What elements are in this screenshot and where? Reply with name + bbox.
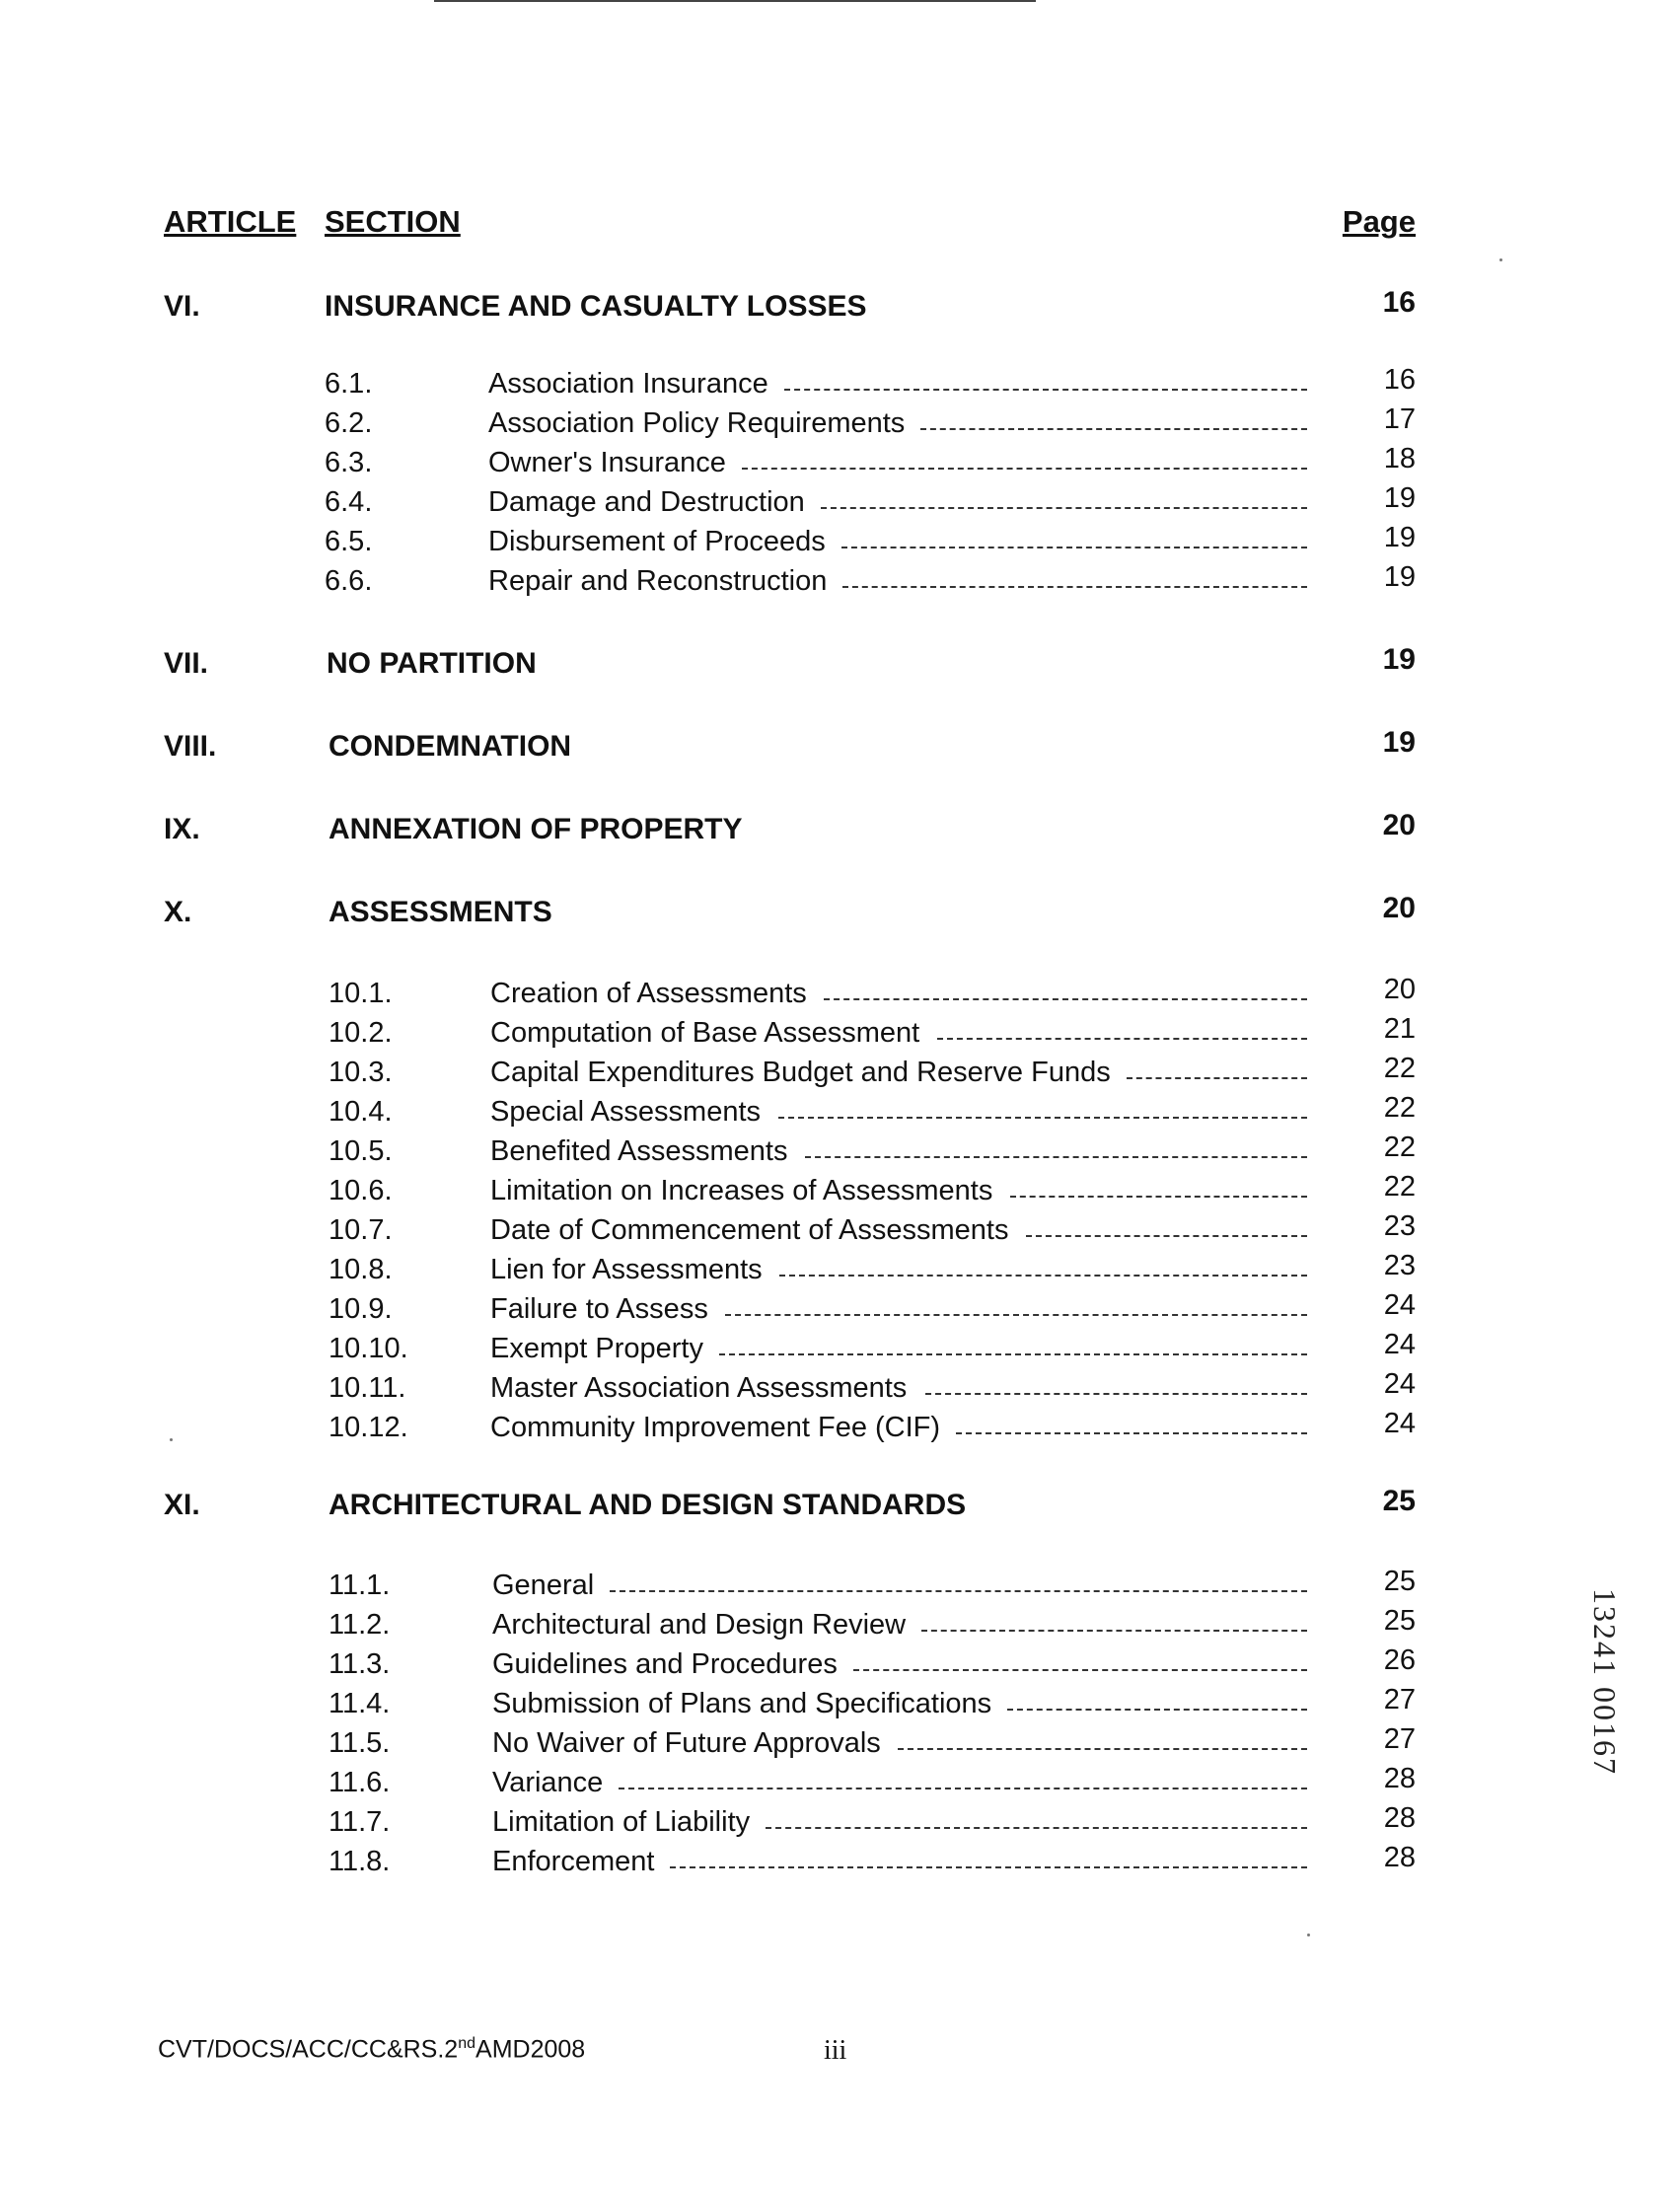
section-number: 10.5. [329,1135,393,1167]
section-page: 22 [1383,1092,1416,1124]
section-number: 10.10. [329,1333,408,1364]
section-title: Computation of Base Assessment [490,1017,920,1049]
dot-leader [766,1827,1307,1829]
dot-leader [1026,1235,1307,1237]
section-page: 22 [1383,1132,1416,1163]
document-stamp: 13241 00167 [1587,1588,1623,1776]
section-title: General [492,1570,595,1601]
section-number: 6.4. [325,486,373,518]
section-number: 6.3. [325,447,373,478]
section-number: 11.6. [329,1767,391,1798]
footer-doc-code [158,2035,585,2064]
section-page: 27 [1383,1684,1416,1716]
section-number: 11.1. [329,1570,391,1601]
speck [1499,258,1502,261]
dot-leader [1007,1709,1307,1711]
section-page: 23 [1383,1250,1416,1281]
article-page: 20 [1382,892,1416,924]
dot-leader [853,1669,1307,1671]
section-page: 22 [1383,1171,1416,1203]
section-page: 26 [1383,1644,1416,1676]
section-title: Community Improvement Fee (CIF) [490,1412,941,1443]
article-page: 20 [1382,809,1416,841]
section-title: No Waiver of Future Approvals [492,1727,881,1759]
section-page: 28 [1383,1802,1416,1834]
section-number: 11.8. [329,1846,391,1877]
section-title: Exempt Property [490,1333,703,1364]
section-page: 19 [1383,522,1416,553]
section-title: Creation of Assessments [490,978,807,1009]
dot-leader [610,1590,1307,1592]
article-title: CONDEMNATION [329,730,572,763]
dot-leader [898,1748,1307,1750]
header-page: Page [1342,204,1416,239]
section-title: Benefited Assessments [490,1135,788,1167]
section-page: 20 [1383,974,1416,1005]
article-page: 16 [1382,286,1416,319]
section-number: 11.4. [329,1688,391,1719]
section-title: Owner's Insurance [488,447,726,478]
article-page: 25 [1382,1485,1416,1517]
article-number: VI. [164,290,200,323]
section-page: 28 [1383,1763,1416,1794]
article-page: 19 [1382,726,1416,759]
dot-leader [937,1038,1307,1040]
section-number: 6.2. [325,407,373,439]
section-page: 24 [1383,1329,1416,1360]
section-title: Association Insurance [488,368,768,400]
section-number: 10.1. [329,978,393,1009]
section-title: Submission of Plans and Specifications [492,1688,992,1719]
dot-leader [920,428,1307,430]
dot-leader [779,1275,1307,1277]
speck [1307,1934,1310,1936]
dot-leader [805,1156,1307,1158]
section-number: 6.1. [325,368,373,400]
section-number: 10.8. [329,1254,393,1285]
top-border-line [434,0,1036,2]
dot-leader [1010,1196,1307,1198]
section-title: Guidelines and Procedures [492,1648,838,1680]
article-number: IX. [164,813,200,845]
section-page: 21 [1383,1013,1416,1045]
section-number: 10.12. [329,1412,408,1443]
dot-leader [956,1432,1307,1434]
dot-leader [841,547,1307,548]
article-title: ANNEXATION OF PROPERTY [329,813,743,845]
page-number: iii [824,2035,847,2066]
section-page: 18 [1383,443,1416,474]
section-title: Association Policy Requirements [488,407,906,439]
section-title: Enforcement [492,1846,655,1877]
section-page: 19 [1383,482,1416,514]
section-number: 11.2. [329,1609,391,1641]
article-title: ASSESSMENTS [329,896,552,928]
dot-leader [719,1353,1307,1355]
doc-code-prefix: CVT/DOCS/ACC/CC&RS.2 [158,2035,459,2064]
header-section: SECTION [325,204,461,239]
article-title: ARCHITECTURAL AND DESIGN STANDARDS [329,1489,967,1521]
section-number: 11.7. [329,1806,391,1838]
doc-code-suffix: AMD2008 [475,2035,586,2064]
section-page: 25 [1383,1605,1416,1637]
dot-leader [670,1866,1307,1868]
section-title: Repair and Reconstruction [488,565,828,597]
dot-leader [619,1788,1307,1789]
section-number: 10.6. [329,1175,393,1206]
dot-leader [921,1630,1307,1632]
section-page: 24 [1383,1368,1416,1400]
section-number: 11.5. [329,1727,391,1759]
section-title: Master Association Assessments [490,1372,908,1404]
section-page: 25 [1383,1566,1416,1597]
section-title: Date of Commencement of Assessments [490,1214,1009,1246]
section-page: 17 [1383,403,1416,435]
dot-leader [842,586,1307,588]
speck [170,1438,173,1441]
section-number: 6.6. [325,565,373,597]
doc-code-sup: nd [458,2035,476,2052]
article-title: NO PARTITION [327,647,537,680]
section-page: 27 [1383,1723,1416,1755]
dot-leader [1127,1077,1307,1079]
section-number: 10.11. [329,1372,406,1404]
dot-leader [725,1314,1307,1316]
section-title: Failure to Assess [490,1293,708,1325]
section-page: 16 [1383,364,1416,396]
section-number: 10.3. [329,1057,393,1088]
section-page: 23 [1383,1210,1416,1242]
dot-leader [742,468,1307,470]
section-title: Lien for Assessments [490,1254,763,1285]
article-number: XI. [164,1489,200,1521]
section-number: 11.3. [329,1648,391,1680]
section-number: 10.9. [329,1293,393,1325]
section-title: Limitation on Increases of Assessments [490,1175,993,1206]
dot-leader [778,1117,1307,1119]
article-number: VIII. [164,730,217,763]
section-number: 10.7. [329,1214,393,1246]
section-number: 10.2. [329,1017,393,1049]
article-number: X. [164,896,192,928]
section-page: 24 [1383,1408,1416,1439]
section-title: Limitation of Liability [492,1806,751,1838]
section-number: 10.4. [329,1096,393,1128]
section-page: 22 [1383,1053,1416,1084]
section-page: 28 [1383,1842,1416,1873]
dot-leader [784,389,1307,391]
section-title: Capital Expenditures Budget and Reserve Funds [490,1057,1111,1088]
article-title: INSURANCE AND CASUALTY LOSSES [325,290,867,323]
section-page: 24 [1383,1289,1416,1321]
section-title: Damage and Destruction [488,486,805,518]
section-number: 6.5. [325,526,373,557]
article-number: VII. [164,647,209,680]
article-page: 19 [1382,643,1416,676]
dot-leader [925,1393,1307,1395]
dot-leader [821,507,1307,509]
dot-leader [824,998,1307,1000]
section-title: Disbursement of Proceeds [488,526,826,557]
header-article: ARTICLE [164,204,297,239]
section-title: Special Assessments [490,1096,762,1128]
section-title: Variance [492,1767,604,1798]
section-page: 19 [1383,561,1416,593]
section-title: Architectural and Design Review [492,1609,907,1641]
